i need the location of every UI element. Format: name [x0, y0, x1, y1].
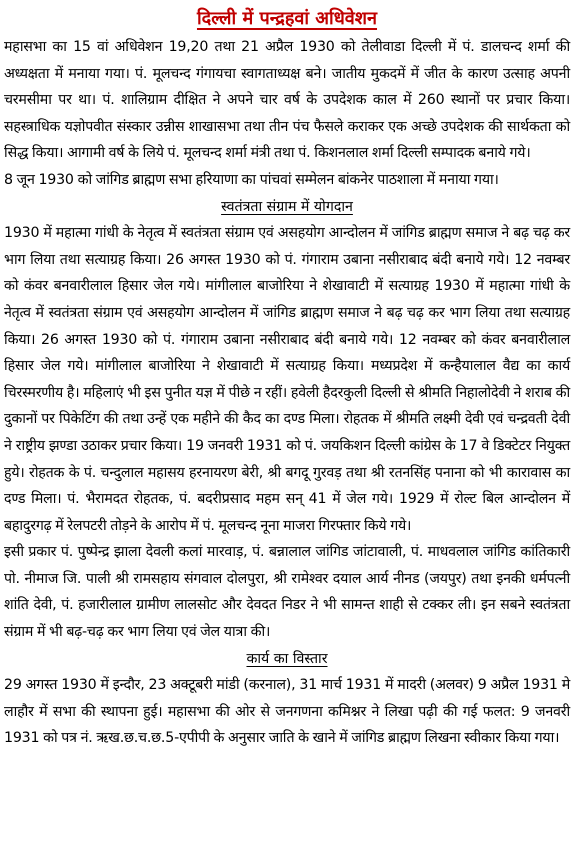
- section-heading-expansion: कार्य का विस्तार: [246, 650, 328, 667]
- paragraph-expansion: 29 अगस्त 1930 में इन्दौर, 23 अक्टूबरी मांडी (करनाल), 31 मार्च 1931 में मादरी (अलवर) 9 अप्रैल 1931 मे लाहौर में सभा की स्थापना हुई। महासभा की ओर से जनगणना कमिश्नर ने लिखा पढ़ी की गई फलत: 9 जनवरी 1931 को पत्र नं. ऋख.छ.च.छ.5-एपीपी के अनुसार जाति के खाने में जांगिड ब्राह्मण लिखना स्वीकार किया गया।: [4, 677, 570, 747]
- paragraph-haryana-conference: 8 जून 1930 को जांगिड ब्राह्मण सभा हरियाणा का पांचवां सम्मेलन बांकनेर पाठशाला में मनाया गया।: [4, 171, 499, 188]
- paragraph-other-participants: इसी प्रकार पं. पुष्पेन्द्र झाला देवली कलां मारवाड़, पं. बन्नालाल जांगिड जांटावाली, पं. माधवलाल जांगिड कांतिकारी पो. नीमाज जि. पाली श्री रामसहाय संगवाल दोलपुरा, श्री रामेश्वर दयाल आर्य नीनड (जयपुर) तथा इनकी धर्मपत्नी शांति देवी, पं. हजारीलाल ग्रामीण लालसोट और देवदत निडर ने भी सामन्त शाही से टक्कर ली। इन सबने स्वतंत्रता संग्राम में भी बढ़-चढ़ कर भाग लिया एवं जेल यात्रा की।: [4, 544, 570, 641]
- paragraph-15th-session: महासभा का 15 वां अधिवेशन 19,20 तथा 21 अप्रैल 1930 को तेलीवाडा दिल्ली में पं. डालचन्द शर्मा की अध्यक्षता में मनाया गया। पं. मूलचन्द गंगायचा स्वागताध्यक्ष बने। जातीय मुकदमें में जीत के कारण उत्साह अपनी चरमसीमा पर था। पं. शालिग्राम दीक्षित ने अपने चार वर्ष के उपदेशक काल में 260 स्थानों पर प्रचार किया। सहस्त्राधिक यज्ञोपवीत संस्कार उन्नीस शाखासभा तथा तीन पंच फैसले कराकर एक अच्छे उपदेशक की सार्थकता को सिद्ध किया। आगामी वर्ष के लिये पं. मूलचन्द शर्मा मंत्री तथा पं. किशनलाल शर्मा दिल्ली सम्पादक बनाये गये।: [4, 39, 570, 162]
- page-title: दिल्ली में पन्द्रहवां अधिवेशन: [196, 8, 378, 29]
- paragraph-freedom-struggle: 1930 में महात्मा गांधी के नेतृत्व में स्वतंत्रता संग्राम एवं असहयोग आन्दोलन में जांगिड ब्राह्मण समाज ने बढ़ चढ़ कर भाग लिया तथा सत्याग्रह किया। 26 अगस्त 1930 को पं. गंगाराम उबाना नसीराबाद बंदी बनाये गये। 12 नवम्बर को कंवर बनवारीलाल हिसार जेल गये। मांगीलाल बाजोरिया ने शेखावाटी में सत्याग्रह 1930 में महात्मा गांधी के नेतृत्व में स्वतंत्रता संग्राम एवं असहयोग आन्दोलन में जांगिड ब्राह्मण समाज ने बढ़ चढ़ कर भाग लिया तथा सत्याग्रह किया। 26 अगस्त 1930 को पं. गंगाराम उबाना नसीराबाद बंदी बनाये गये। 12 नवम्बर को कंवर बनवारीलाल हिसार जेल गये। मांगीलाल बाजोरिया ने शेखावाटी में सत्याग्रह किया। मध्यप्रदेश में कन्हैयालाल वैद्य का कार्य चिरस्मरणीय है। महिलाएं भी इस पुनीत यज्ञ में पीछे न रहीं। हवेली हैदरकुली दिल्ली से श्रीमति निहालोदेवी ने शराब की दुकानों पर पिकेटिंग की तथा उन्हें एक महीने की कैद का दण्ड मिला। रोहतक में श्रीमति लक्ष्मी देवी एवं चन्द्रवती देवी ने राष्ट्रीय झण्डा उठाकर प्रचार किया। 19 जनवरी 1931 को पं. जयकिशन दिल्ली कांग्रेस के 17 वे डिक्टेटर नियुक्त हुये। रोहतक के पं. चन्दुलाल महासय हरनायरण बेरी, श्री बगदू गुरवड़ तथा श्री रतनसिंह पनाना को भी कारावास का दण्ड मिला। पं. भैरामदत रोहतक, पं. बदरीप्रसाद महम सन् 41 में जेल गये। 1929 में रोल्ट बिल आन्दोलन में बहादुरगढ़ में रेलपटरी तोड़ने के आरोप में पं. मूलचन्द नूना माजरा गिरफ्तार किये गये।: [4, 225, 570, 534]
- section-heading-freedom-struggle: स्वतंत्रता संग्राम में योगदान: [221, 198, 353, 215]
